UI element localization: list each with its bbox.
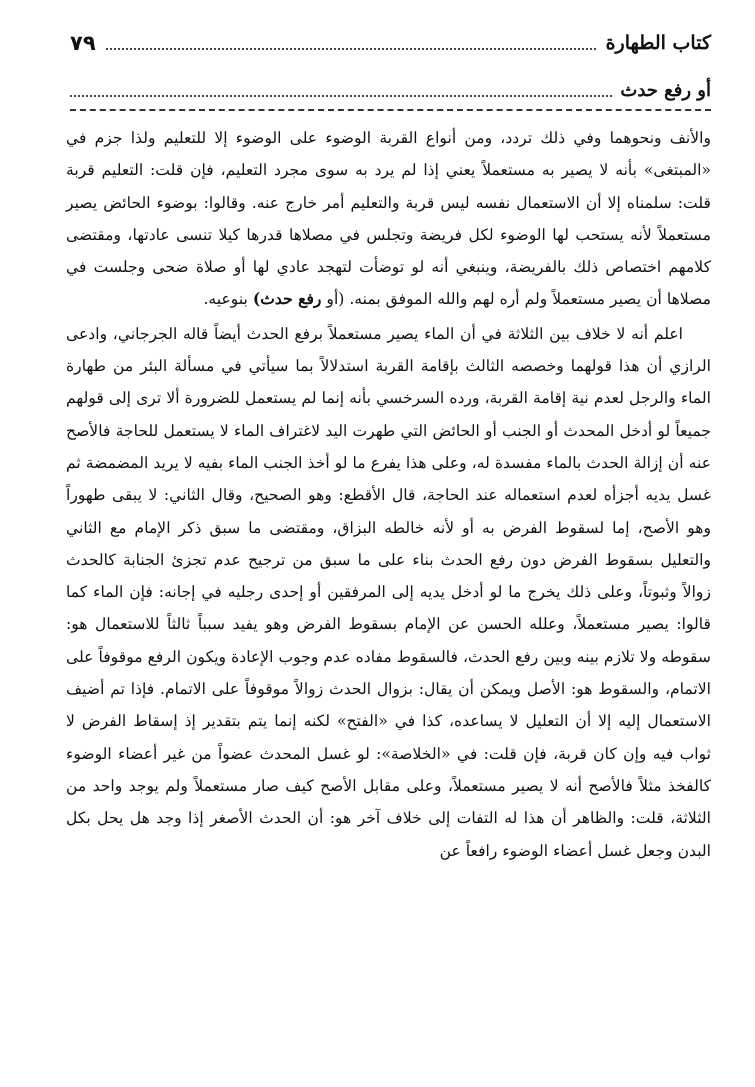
commentary-body [66,122,711,867]
page-number: ٧٩ [70,31,96,55]
header-dotted-leader [106,36,596,50]
paragraph-text: والأنف ونحوهما وفي ذلك تردد، ومن أنواع القربة الوضوء على الوضوء إلا للتعليم ولذا جزم في «المبتغى» بأنه لا يصير به مستعملاً يعني إذا لم يرد به سوى مجرد التعليم، فإن قلت: التعليم قربة قلت: سلمناه إلا أن الاستعمال نفسه ليس قربة والتعليم أمر خارج عنه. وقالوا: بوضوء الحائض يصير مستعملاً لأنه يستحب لها الوضوء لكل فريضة وتجلس في مصلاها قدرها كيلا تنسى عادتها، ومقتضى كلامهم اختصاص ذلك بالفريضة، وينبغي أنه لو توضأت لتهجد عادي لها أو صلاة ضحى وجلست في مصلاها أن يصير مستعملاً ولم أره لهم والله الموفق بمنه. (أو [66,129,711,309]
paragraph [66,122,711,316]
paragraph [66,318,711,867]
matn-dotted-leader [70,83,612,97]
chapter-title: كتاب الطهارة [605,32,711,54]
paragraph-tail: بنوعيه. [203,290,253,309]
matn-line [70,74,711,106]
paragraph-text: اعلم أنه لا خلاف بين الثلاثة في أن الماء يصير مستعملاً برفع الحدث أيضاً قاله الجرجاني، وادعى الرازي أن هذا قولهما وخصصه الثالث بإقامة القربة استدلالاً بما سيأتي في مسألة البئر من طهارة الماء والرجل لعدم نية إقامة القربة، ورده السرخسي بأنه إنما لم يستعمل للضرورة ألا ترى إلى قولهم جميعاً لو أدخل المحدث أو الجنب أو الحائض التي طهرت اليد لاغتراف الماء لا يستعمل للحاجة فالأصح عنه أن إزالة الحدث بالماء مفسدة له، وعلى هذا يفرع ما لو أخذ الجنب الماء بفيه لا يريد المضمضة ثم غسل يديه أجزأه لعدم استعماله عند الحاجة، قال الأقطع: وهو الصحيح، وقال الثاني: لا يبقى طهوراً وهو الأصح، إما لسقوط الفرض به أو لأنه خالطه البزاق، ومقتضى ما سبق ذكر الإمام مع الثاني والتعليل بسقوط الفرض دون رفع الحدث بناء على ما سبق من ترجيح عدم تجزئ الجنابة كالحدث زوالاً وثبوتاً، وعلى ذلك يخرج ما لو أدخل يديه إلى المرفقين أو إحدى رجليه في إجانه: فإن الماء كما قالوا: يصير مستعملاً، وعلله الحسن عن الإمام بسقوط الفرض وهو يفيد سبباً ثالثاً للاستعمال هو: سقوطه ولا تلازم بينه وبين رفع الحدث، فالسقوط مفاده عدم وجوب الإعادة ويكون الرفع موقوفاً على الاتمام، والسقوط هو: الأصل ويمكن أن يقال: بزوال الحدث زوالاً موقوفاً على الاتمام. فإذا تم أضيف الاستعمال إليه إلا أن التعليل لا يساعده، كذا في «الفتح» لكنه إنما يتم بتقدير إذ إسقاط الفرض لا ثواب فيه وإن كان قربة، فإن قلت: في «الخلاصة»: لو غسل المحدث عضواً من غير أعضاء الوضوء كالفخذ مثلاً فالأصح أنه لا يصير مستعملاً، وعلى مقابل الأصح كيف صار مستعملاً ولم يوجد واحد من الثلاثة، قلت: والظاهر أن هذا له التفات إلى خلاف آخر هو: أن الحدث الأصغر إذا وجد هل يحل بكل البدن وجعل غسل أعضاء الوضوء رافعاً عن [66,324,711,860]
matn-text: أو رفع حدث [620,79,711,101]
matn-quote: رفع حدث) [252,289,322,309]
running-header [70,28,711,58]
commentary-separator [70,109,711,111]
